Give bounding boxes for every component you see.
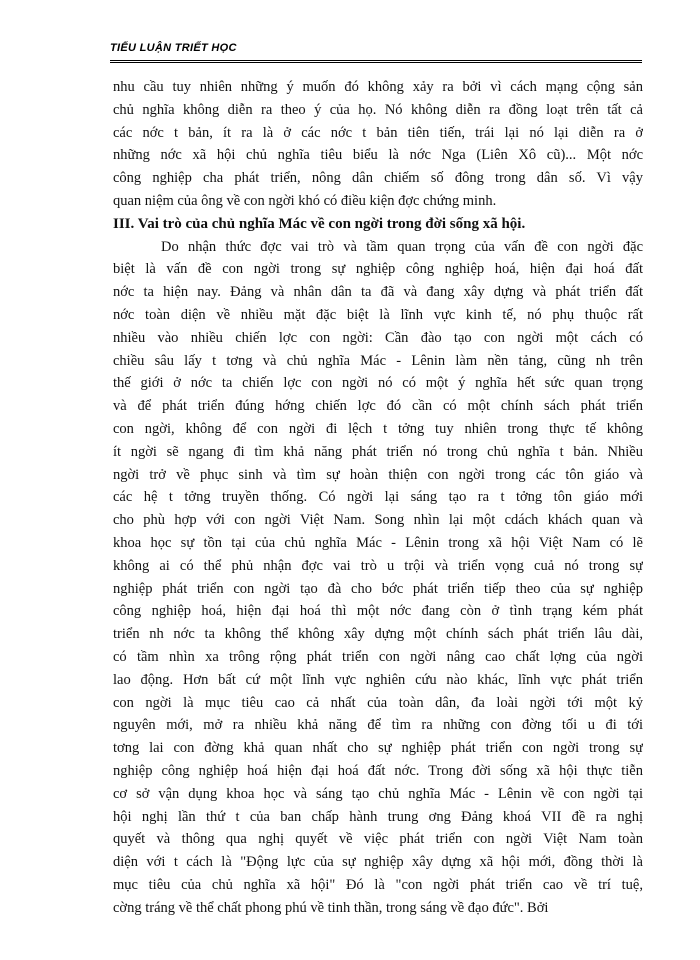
text-line: nhu cầu tuy nhiên những ý muốn đó không xảy ra bởi vì cách mạng cộng sản	[113, 79, 643, 95]
text-line: nhiều vào nhiều chiến lợc con ngời: Cần đào tạo con ngời một cách có	[113, 329, 643, 346]
text-line: nớc toàn diện về nhiều mặt đặc biệt là lĩnh vực kinh tế, nó phụ thuộc rất	[113, 306, 643, 323]
text-line: triển nh nớc ta không thể không xây dựng một chính sách phát triển lâu dài,	[113, 626, 643, 643]
text-line: con ngời là mục tiêu cao cả nhất của toàn dân, đa loài ngời tới một kỷ	[113, 694, 643, 711]
text-line: biệt là vấn đề con ngời trong sự nghiệp công nghiệp hoá, hiện đại hoá đất	[113, 261, 643, 278]
text-line: những nớc xã hội chủ nghĩa tiêu biểu là nớc Nga (Liên Xô cũ)... Một nớc	[113, 147, 643, 164]
text-line: tơng lai con đờng khả quan nhất cho sự nghiệp phát triển con ngời trong sự	[113, 740, 643, 757]
text-line: và để phát triển đúng hớng chiến lợc đó cần có một chính sách phát triển	[113, 398, 643, 415]
text-line: Do nhận thức đợc vai trò và tầm quan trọng của vấn đề con ngời đặc	[161, 238, 643, 255]
text-line: chủ nghĩa không diễn ra theo ý của họ. Nó không diễn ra đồng loạt trên tất cả	[113, 101, 643, 118]
text-line: không ai có thể phủ nhận đợc vai trò u trội và triển vọng cuả nó trong sự	[113, 557, 643, 574]
paragraph-1	[113, 76, 643, 213]
text-line: cờng tráng về thể chất phong phú về tinh thần, trong sáng về đạo đức". Bởi	[113, 899, 549, 916]
text-line: mục tiêu của chủ nghĩa xã hội" Đó là "con ngời phát triển cao về trí tuệ,	[113, 876, 643, 893]
text-line: chiều sâu lấy t tơng và chủ nghĩa Mác - Lênin làm nền tảng, cũng nh trên	[113, 352, 643, 369]
text-line: công nghiệp cha phát triển, nông dân chiếm số đông trong dân số. Vì vậy	[113, 170, 643, 187]
text-line: các nớc t bản, ít ra là ở các nớc t bản tiên tiến, trái lại nó lại diễn ra ở	[113, 124, 643, 141]
text-line: cho phù hợp với con ngời Việt Nam. Song nhìn lại một cdách khách quan và	[113, 512, 643, 529]
text-line: khoa học sự tồn tại của chủ nghĩa Mác - Lênin trong xã hội Việt Nam có lẽ	[113, 534, 643, 551]
text-line: có tầm nhìn xa trông rộng phát triển con ngời nâng cao chất lợng của ngời	[113, 648, 643, 665]
page-header	[110, 44, 642, 63]
text-line: hội nghị lần thứ t của ban chấp hành trung ơng Đảng khoá VII đề ra nghị	[113, 808, 643, 825]
text-line: lao động. Hơn bất cứ một lĩnh vực nghiên cứu nào khác, lĩnh vực phát triển	[113, 671, 643, 688]
text-line: con ngời, không để con ngời đi lệch t tởng tuy nhiên trong thực tế không	[113, 420, 643, 437]
text-line: thế giới ở nớc ta chiến lợc con ngời nó có một ý nghĩa hết sức quan trọng	[113, 375, 643, 392]
text-line: ít ngời sẽ ngang đi tìm khả năng phát triển nó trong chủ nghĩa t bản. Nhiều	[113, 443, 643, 460]
text-line: quan niệm của ông về con ngời khó có điều kiện đợc chứng minh.	[113, 192, 497, 209]
document-body	[113, 76, 643, 919]
text-line: nớc ta hiện nay. Đảng và nhân dân ta đã và đang xây dựng và phát triển đất	[113, 284, 643, 301]
text-line: cơ sở vận dụng khoa học và sáng tạo chủ nghĩa Mác - Lênin về con ngời tại	[113, 785, 643, 802]
text-line: nghiệp phát triển con ngời tạo đà cho bớc phát triển tiếp theo của sự nghiệp	[113, 580, 643, 597]
header-title: TIỂU LUẬN TRIẾT HỌC	[110, 42, 237, 54]
text-line: ngời trở về phục sinh và tìm sự hoàn thiện con ngời trong các tôn giáo và	[113, 466, 643, 483]
section-heading: III. Vai trò của chủ nghĩa Mác về con ngời trong đời sống xã hội.	[113, 215, 526, 232]
text-line: nghiệp công nghiệp hoá hiện đại hoá đất nớc. Trong đời sống xã hội thực tiễn	[113, 762, 643, 779]
paragraph-2	[113, 236, 643, 920]
text-line: công nghiệp hoá, hiện đại hoá thì một nớc đang còn ở tình trạng kém phát	[113, 603, 643, 620]
text-line: diện với t cách là "Động lực của sự nghiệp xây dựng xã hội mới, đồng thời là	[113, 854, 643, 871]
text-line: nguyên mới, mở ra nhiều khả năng để tìm ra những con đờng tối u đi tới	[113, 717, 643, 734]
text-line: quyết và thông qua nghị quyết về việc phát triển con ngời Việt Nam toàn	[113, 831, 643, 848]
text-line: các hệ t tởng truyền thống. Có ngời lại sáng tạo ra t tởng tôn giáo mới	[113, 489, 643, 506]
